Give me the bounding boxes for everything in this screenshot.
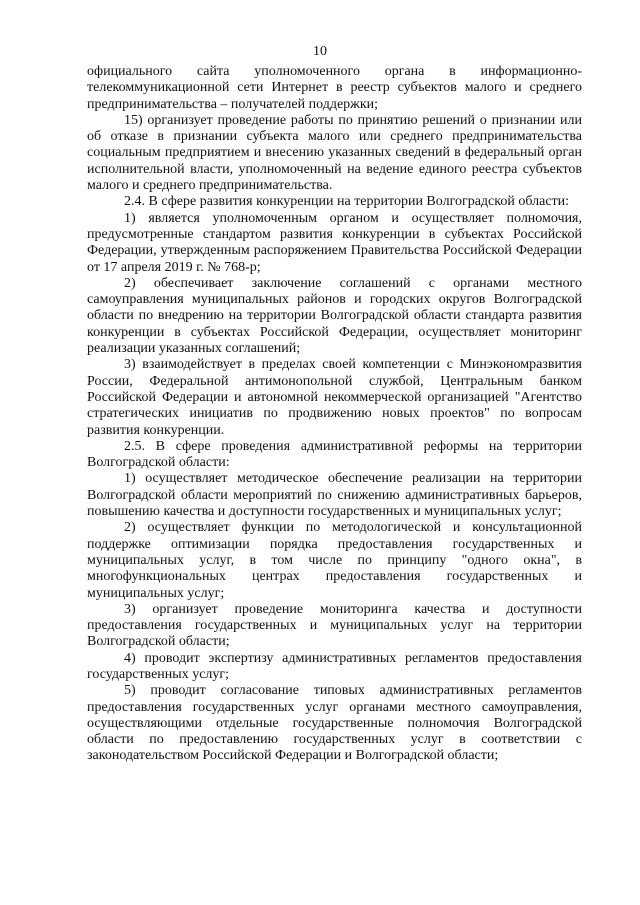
- paragraph-continuation: официального сайта уполномоченного органа в информационно-телекоммуникационной сети Интернет в реестр субъектов малого и среднего предпринимательства – получателей поддержки;: [87, 64, 582, 112]
- paragraph-2-5-item-1: 1) осуществляет методическое обеспечение реализации на территории Волгоградской области мероприятий по снижению административных барьеров, повышению качества и доступности государственных и муниципальных услуг;: [87, 471, 582, 520]
- paragraph-2-4-item-1: 1) является уполномоченным органом и осуществляет полномочия, предусмотренные стандартом развития конкуренции в субъектах Российской Федерации, утвержденным распоряжением Правительства Российской Федерации от 17 апреля 2019 г. № 768-р;: [87, 210, 582, 275]
- paragraph-item-15: 15) организует проведение работы по принятию решений о признании или об отказе в признании субъекта малого или среднего предпринимательства социальным предприятием и внесению указанных сведений в федеральный орган исполнительной власти, уполномоченный на ведение единого реестра субъектов малого и среднего предпринимательства.: [87, 112, 582, 194]
- paragraph-2-4-item-2: 2) обеспечивает заключение соглашений с органами местного самоуправления муниципальных районов и городских округов Волгоградской области по внедрению на территории Волгоградской области стандарта развития конкуренции в субъектах Российской Федерации, осуществляет мониторинг реализации указанных соглашений;: [87, 275, 582, 357]
- paragraph-2-5-item-4: 4) проводит экспертизу административных регламентов предоставления государственных услуг;: [87, 650, 582, 682]
- section-heading-2-4: 2.4. В сфере развития конкуренции на территории Волгоградской области:: [124, 194, 570, 210]
- paragraph-2-5-item-2: 2) осуществляет функции по методологической и консультационной поддержке оптимизации порядка предоставления государственных и муниципальных услуг, в том числе по принципу "одного окна", в многофункциональных центрах предоставления государственных и муниципальных услуг;: [87, 520, 582, 601]
- page-number: 10: [313, 44, 327, 59]
- paragraph-2-4-item-3: 3) взаимодействует в пределах своей компетенции с Минэкономразвития России, Федеральной антимонопольной службой, Центральным банком Российской Федерации и автономной некоммерческой организацией "Агентство стратегических инициатив по продвижению новых проектов" по вопросам развития конкуренции.: [87, 357, 582, 438]
- section-heading-2-5: 2.5. В сфере проведения административной реформы на территории Волгоградской области:: [87, 438, 582, 471]
- paragraph-2-5-item-3: 3) организует проведение мониторинга качества и доступности предоставления государственных и муниципальных услуг на территории Волгоградской области;: [87, 601, 582, 650]
- document-body: [87, 64, 582, 765]
- paragraph-2-5-item-5: 5) проводит согласование типовых административных регламентов предоставления государственных услуг органами местного самоуправления, осуществляющими отдельные государственные полномочия Волгоградской области по предоставлению государственных услуг в соответствии с законодательством Российской Федерации и Волгоградской области;: [87, 683, 582, 764]
